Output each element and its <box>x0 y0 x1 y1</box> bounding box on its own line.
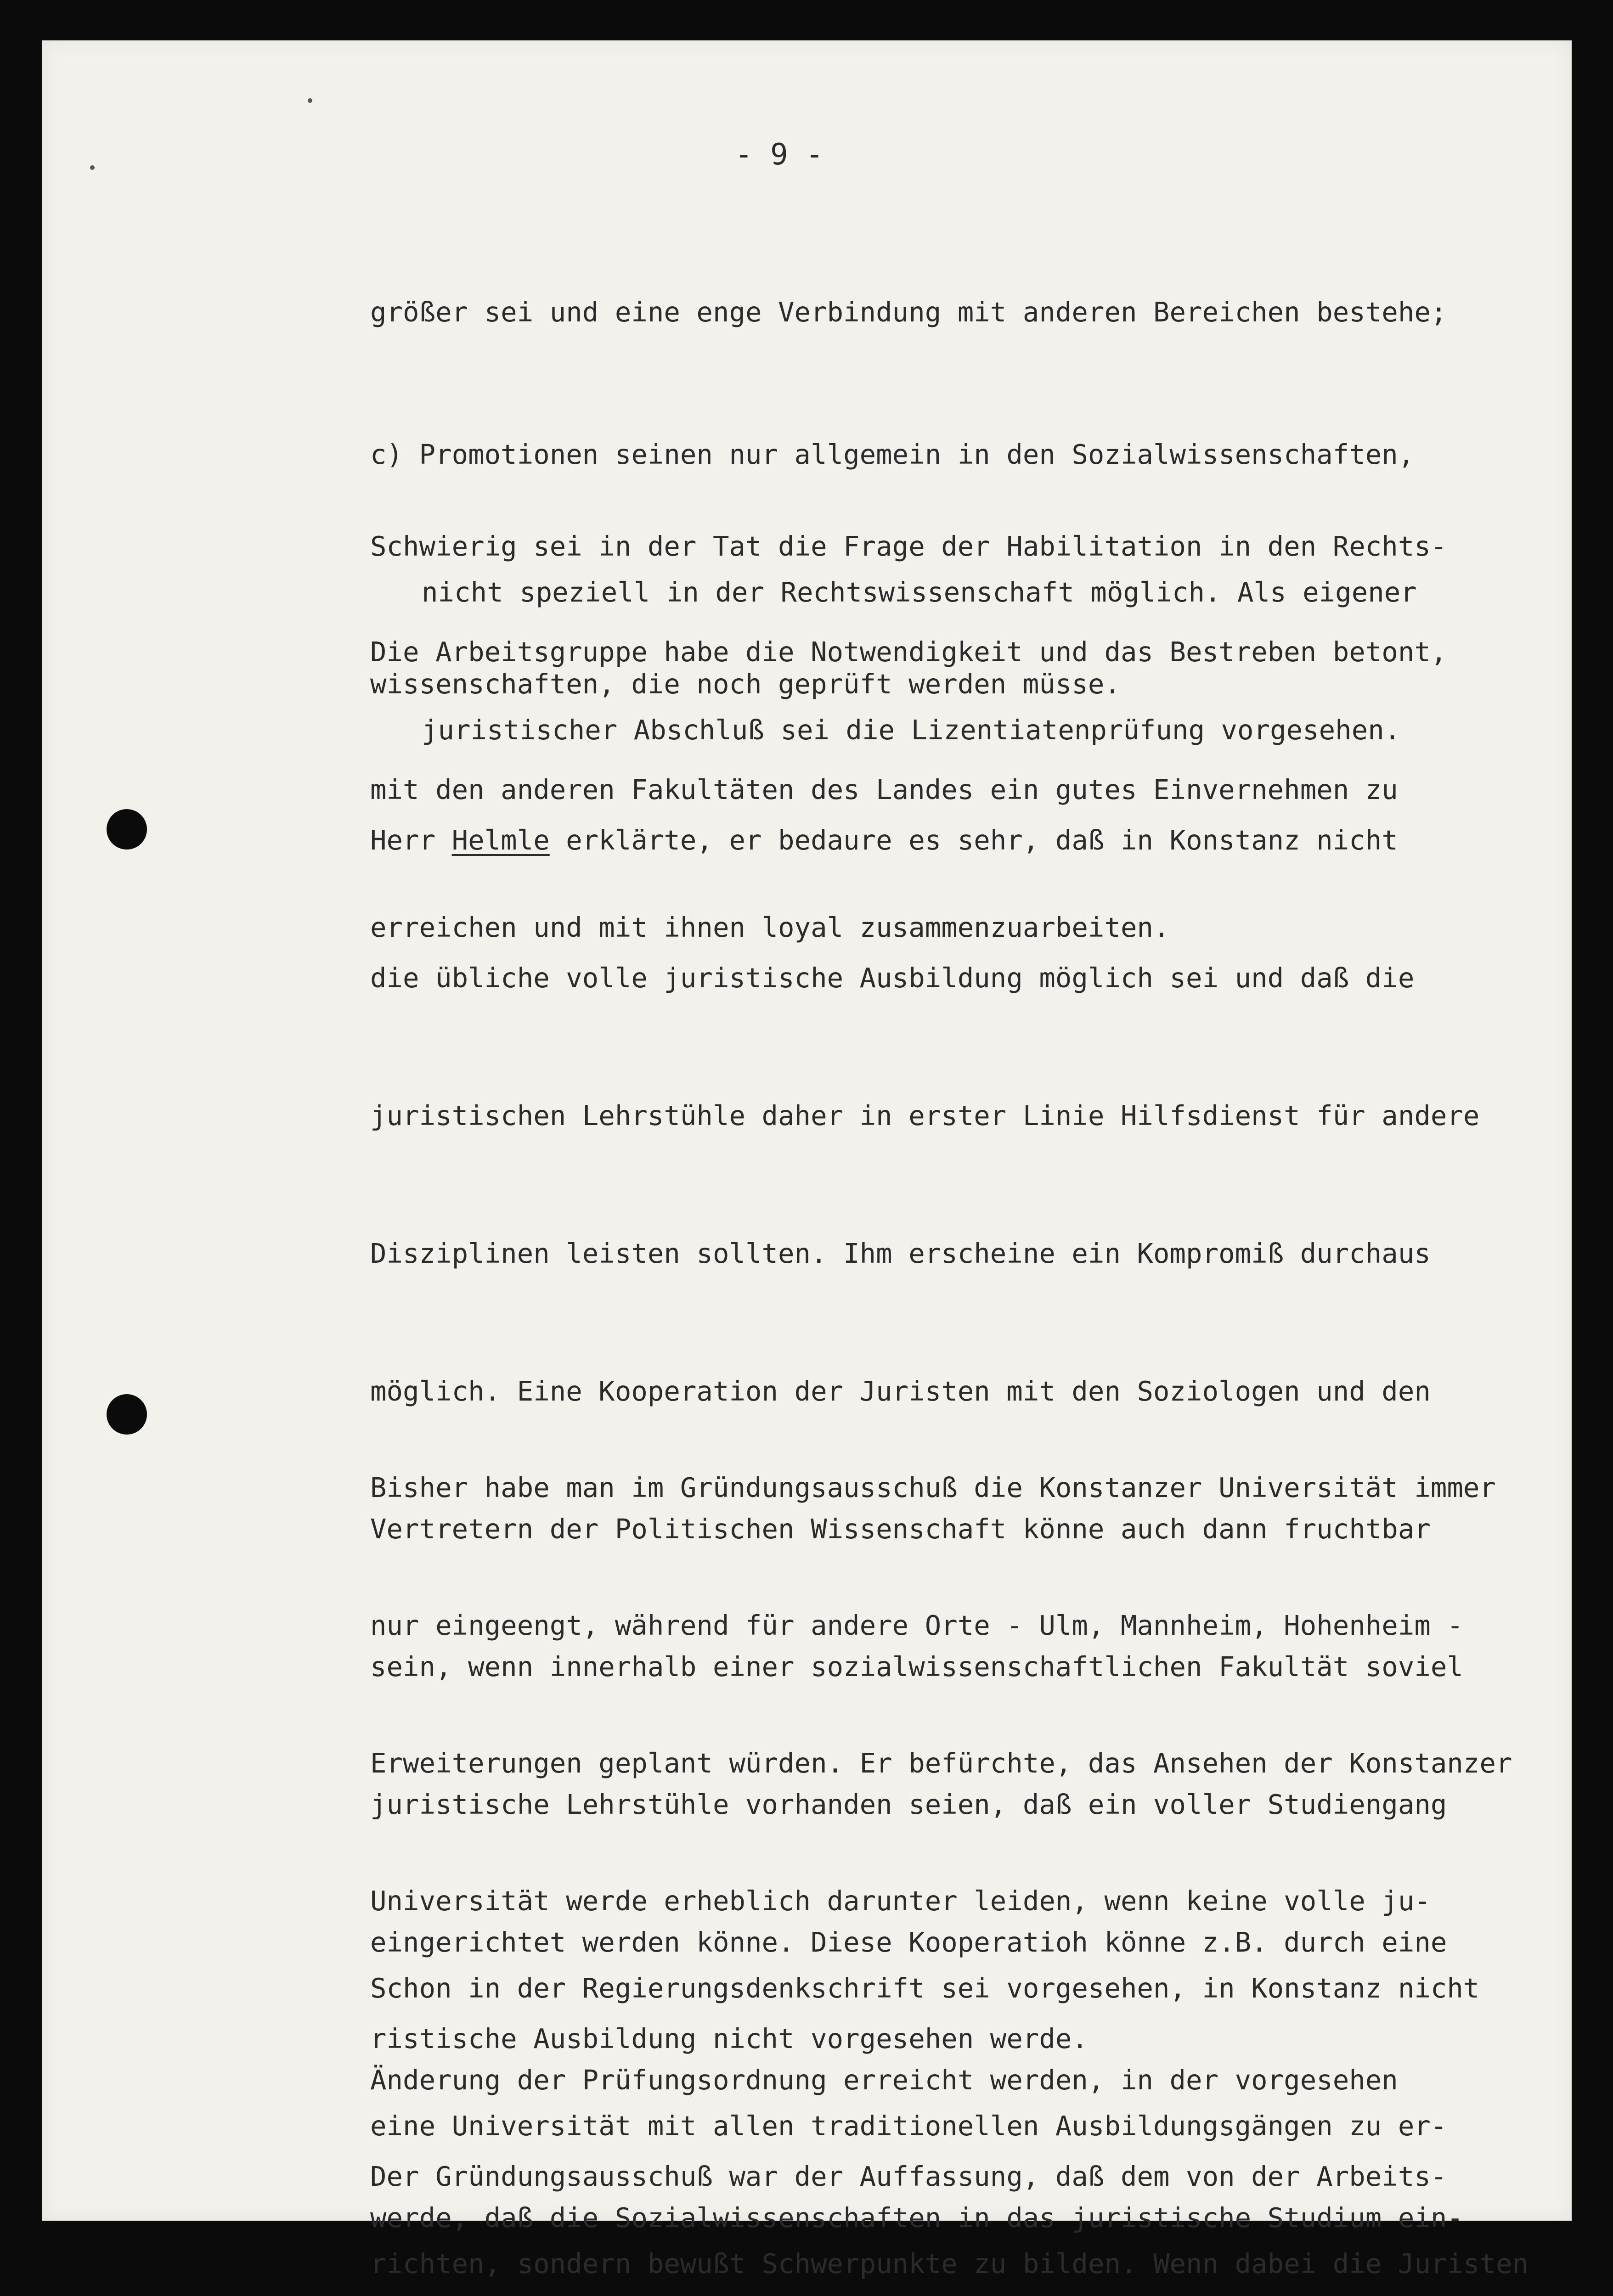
text-line: Universität werde erheblich darunter leiden, wenn keine volle ju- <box>370 1885 1431 1917</box>
text-line: mit den anderen Fakultäten des Landes ein gutes Einvernehmen zu <box>370 774 1398 805</box>
text-line: die übliche volle juristische Ausbildung möglich sei und daß die <box>370 962 1415 994</box>
paper-speck <box>90 165 95 170</box>
text-line: Änderung der Prüfungsordnung erreicht werden, in der vorgesehen <box>370 2064 1398 2096</box>
text-line: sein, wenn innerhalb einer sozialwissenschaftlichen Fakultät soviel <box>370 1651 1463 1683</box>
text-segment: Herr <box>370 824 452 856</box>
paragraph-block-6 <box>370 1874 1564 2296</box>
text-line: Schwierig sei in der Tat die Frage der Habilitation in den Rechts- <box>370 530 1447 562</box>
text-segment: erklärte, er bedaure es sehr, daß in Konstanz nicht <box>549 824 1398 856</box>
text-line <box>370 817 1564 863</box>
text-line: eine Universität mit allen traditionellen Ausbildungsgängen zu er- <box>370 2110 1447 2142</box>
paper-speck <box>308 98 312 103</box>
text-line: Die Arbeitsgruppe habe die Notwendigkeit und das Bestreben betont, <box>370 636 1447 668</box>
text-line: wissenschaften, die noch geprüft werden müsse. <box>370 668 1121 700</box>
text-line: juristischer Abschluß sei die Lizentiatenprüfung vorgesehen. <box>422 714 1401 746</box>
text-line: ristische Ausbildung nicht vorgesehen werde. <box>370 2023 1088 2054</box>
text-line: eingerichtet werden könne. Diese Kooperatioh könne z.B. durch eine <box>370 1926 1447 1958</box>
text-line: juristische Lehrstühle vorhanden seien, daß ein voller Studiengang <box>370 1789 1447 1820</box>
text-line: Vertretern der Politischen Wissenschaft könne auch dann fruchtbar <box>370 1513 1431 1545</box>
text-line: nur eingeengt, während für andere Orte - Ulm, Mannheim, Hohenheim - <box>370 1609 1463 1641</box>
page-number: - 9 - <box>735 138 823 172</box>
text-line: richten, sondern bewußt Schwerpunkte zu bilden. Wenn dabei die Juristen <box>370 2248 1528 2279</box>
text-line: größer sei und eine enge Verbindung mit anderen Bereichen bestehe; <box>370 296 1447 328</box>
text-line: Disziplinen leisten sollten. Ihm erscheine ein Kompromiß durchaus <box>370 1238 1431 1269</box>
punch-hole-bottom <box>107 1394 147 1435</box>
text-line: werde, daß die Sozialwissenschaften in das juristische Studium ein- <box>370 2202 1463 2234</box>
text-line: Bisher habe man im Gründungsausschuß die Konstanzer Universität immer <box>370 1472 1496 1503</box>
speaker-name: Helmle <box>451 824 550 856</box>
text-line: Der Gründungsausschuß war der Auffassung, daß dem von der Arbeits- <box>370 2161 1447 2192</box>
text-line: Erweiterungen geplant würden. Er befürchte, das Ansehen der Konstanzer <box>370 1747 1512 1779</box>
punch-hole-top <box>107 809 147 850</box>
text-line: Schon in der Regierungsdenkschrift sei vorgesehen, in Konstanz nicht <box>370 1972 1480 2004</box>
text-line: juristischen Lehrstühle daher in erster Linie Hilfsdienst für andere <box>370 1100 1480 1131</box>
text-line: erreichen und mit ihnen loyal zusammenzuarbeiten. <box>370 912 1170 943</box>
text-line: möglich. Eine Kooperation der Juristen mit den Soziologen und den <box>370 1375 1431 1407</box>
text-line: nicht speziell in der Rechtswissenschaft möglich. Als eigener <box>422 576 1417 608</box>
text-line: c) Promotionen seinen nur allgemein in den Sozialwissenschaften, <box>370 439 1415 470</box>
